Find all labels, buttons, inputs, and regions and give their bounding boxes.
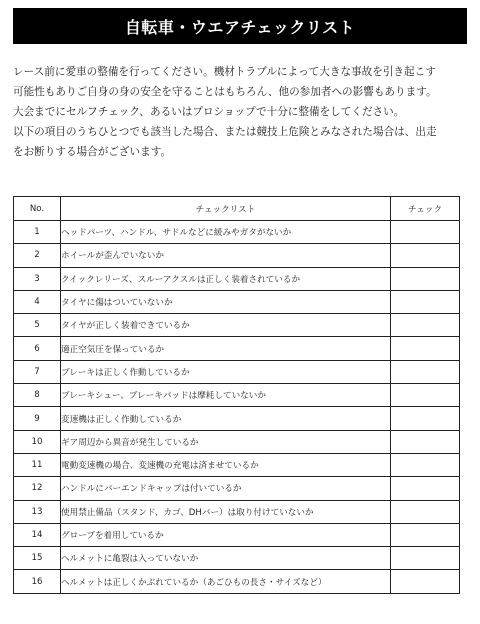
- row-check-cell[interactable]: [391, 500, 460, 523]
- header-checklist: チェックリスト: [61, 197, 391, 221]
- table-row: [14, 430, 460, 453]
- table-row: [14, 523, 460, 546]
- header-check: チェック: [391, 197, 460, 221]
- row-item: ギア周辺から異音が発生しているか: [61, 430, 391, 453]
- table-row: [14, 267, 460, 290]
- row-number: 1: [14, 221, 61, 244]
- table-row: [14, 477, 460, 500]
- intro-text: [13, 62, 469, 162]
- row-check-cell[interactable]: [391, 221, 460, 244]
- row-number: 15: [14, 547, 61, 570]
- intro-line: をお断りする場合がございます。: [13, 146, 172, 158]
- intro-line: 大会までにセルフチェック、あるいはプロショップで十分に整備をしてください。: [13, 106, 405, 118]
- table-row: [14, 500, 460, 523]
- row-item: グローブを着用しているか: [61, 523, 391, 546]
- row-item: ホイールが歪んでいないか: [61, 244, 391, 267]
- table-row: [14, 384, 460, 407]
- row-check-cell[interactable]: [391, 453, 460, 476]
- table-row: [14, 244, 460, 267]
- row-number: 5: [14, 314, 61, 337]
- row-item: ブレーキシュー、ブレーキパッドは摩耗していないか: [61, 384, 391, 407]
- row-number: 7: [14, 360, 61, 383]
- row-item: ブレーキは正しく作動しているか: [61, 360, 391, 383]
- row-number: 16: [14, 570, 61, 593]
- row-check-cell[interactable]: [391, 267, 460, 290]
- row-check-cell[interactable]: [391, 244, 460, 267]
- row-check-cell[interactable]: [391, 290, 460, 313]
- row-item: ヘッドパーツ、ハンドル、サドルなどに緩みやガタがないか: [61, 221, 391, 244]
- row-item: 使用禁止備品（スタンド、カゴ、DHバー）は取り付けていないか: [61, 500, 391, 523]
- row-check-cell[interactable]: [391, 477, 460, 500]
- intro-line: 可能性もありご自身の身の安全を守ることはもちろん、他の参加者への影響もあります。: [13, 86, 437, 98]
- intro-line: 以下の項目のうちひとつでも該当した場合、または競技上危険とみなされた場合は、出走: [13, 126, 437, 138]
- table-row: [14, 570, 460, 593]
- row-number: 11: [14, 453, 61, 476]
- row-number: 14: [14, 523, 61, 546]
- row-check-cell[interactable]: [391, 523, 460, 546]
- row-number: 10: [14, 430, 61, 453]
- table-row: [14, 453, 460, 476]
- row-check-cell[interactable]: [391, 314, 460, 337]
- row-item: 電動変速機の場合、変速機の充電は済ませているか: [61, 453, 391, 476]
- page-title-bar: [13, 8, 467, 44]
- intro-line: レース前に愛車の整備を行ってください。機材トラブルによって大きな事故を引き起こす: [13, 66, 436, 78]
- row-item: タイヤに傷はついていないか: [61, 290, 391, 313]
- table-row: [14, 407, 460, 430]
- row-item: ヘルメットは正しくかぶれているか（あごひもの長さ・サイズなど）: [61, 570, 391, 593]
- row-number: 12: [14, 477, 61, 500]
- table-row: [14, 290, 460, 313]
- row-item: ヘルメットに亀裂は入っていないか: [61, 547, 391, 570]
- row-number: 9: [14, 407, 61, 430]
- row-item: クイックレリーズ、スルーアクスルは正しく装着されているか: [61, 267, 391, 290]
- table-row: [14, 337, 460, 360]
- row-check-cell[interactable]: [391, 360, 460, 383]
- table-row: [14, 221, 460, 244]
- row-item: タイヤが正しく装着できているか: [61, 314, 391, 337]
- row-item: 変速機は正しく作動しているか: [61, 407, 391, 430]
- page-title: 自転車・ウエアチェックリスト: [124, 17, 356, 37]
- row-item: ハンドルにバーエンドキャップは付いているか: [61, 477, 391, 500]
- row-check-cell[interactable]: [391, 547, 460, 570]
- row-check-cell[interactable]: [391, 384, 460, 407]
- table-row: [14, 314, 460, 337]
- table-row: [14, 547, 460, 570]
- row-number: 4: [14, 290, 61, 313]
- table-header-row: [14, 197, 460, 221]
- table-row: [14, 360, 460, 383]
- row-number: 6: [14, 337, 61, 360]
- row-check-cell[interactable]: [391, 430, 460, 453]
- checklist-table: [13, 196, 460, 594]
- row-number: 8: [14, 384, 61, 407]
- header-no: No.: [14, 197, 61, 221]
- row-number: 3: [14, 267, 61, 290]
- row-item: 適正空気圧を保っているか: [61, 337, 391, 360]
- row-check-cell[interactable]: [391, 407, 460, 430]
- row-number: 2: [14, 244, 61, 267]
- row-number: 13: [14, 500, 61, 523]
- row-check-cell[interactable]: [391, 337, 460, 360]
- row-check-cell[interactable]: [391, 570, 460, 593]
